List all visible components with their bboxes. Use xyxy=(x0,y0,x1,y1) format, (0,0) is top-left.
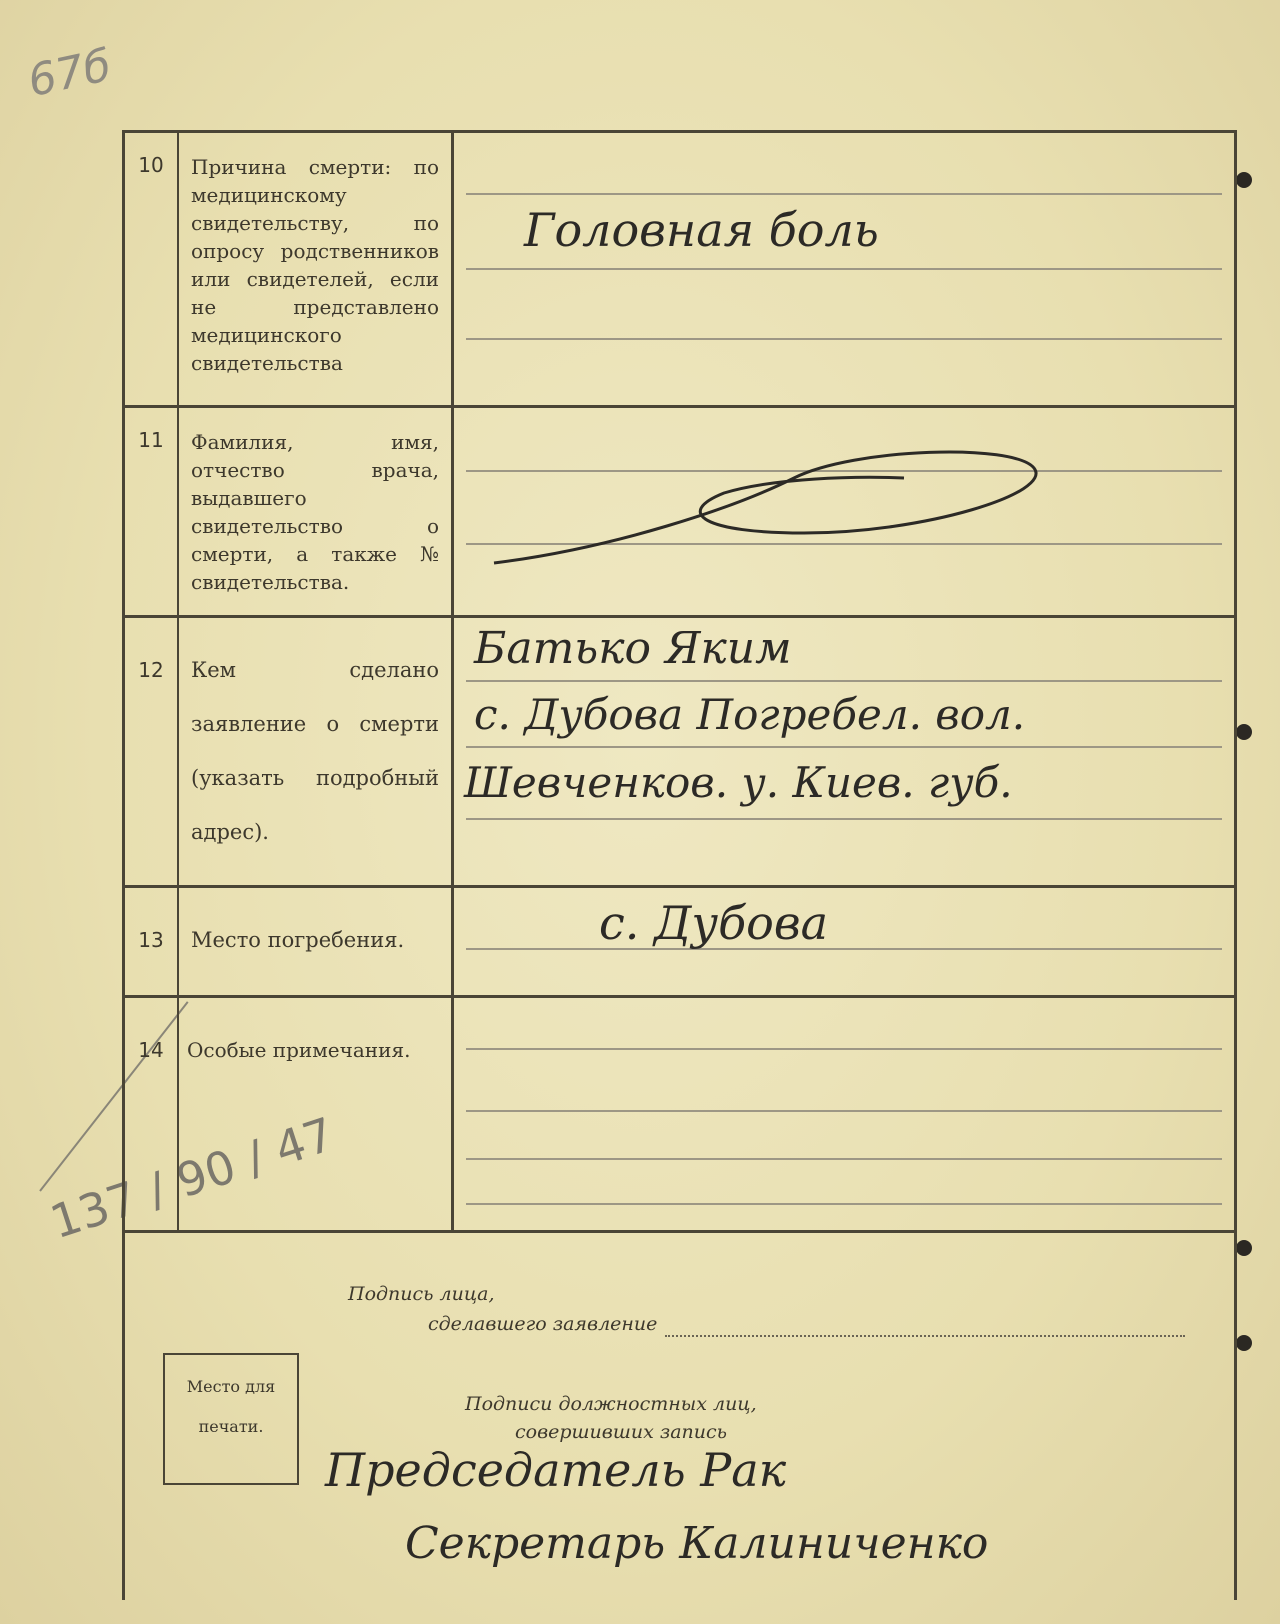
row-number: 13 xyxy=(125,888,179,995)
row-label: Кем сделано заявление о смерти (указать подробный адрес). xyxy=(179,618,454,885)
binding-hole xyxy=(1236,1335,1252,1351)
handwritten-entry: Шевченков. у. Киев. губ. xyxy=(464,758,1013,807)
answer-rule xyxy=(466,268,1222,270)
answer-rule xyxy=(466,1158,1222,1160)
officials-signature-label: совершивших запись xyxy=(515,1421,727,1443)
handwritten-entry: Батько Яким xyxy=(474,623,792,674)
row-number: 14 xyxy=(125,998,179,1230)
answer-rule xyxy=(466,948,1222,950)
row-answer xyxy=(454,888,1234,995)
stamp-label: печати. xyxy=(198,1417,264,1436)
answer-rule xyxy=(466,1110,1222,1112)
answer-rule xyxy=(466,818,1222,820)
row-answer xyxy=(454,998,1234,1230)
official-signature-secretary: Секретарь Калиниченко xyxy=(405,1518,989,1569)
form-row-12 xyxy=(125,618,1234,888)
declarant-signature-label: Подпись лица, xyxy=(348,1283,495,1305)
row-label: Фамилия, имя, отчество врача, выдавшего свидетельство о смерти, а также № свидетельства. xyxy=(179,408,454,615)
row-label: Причина смерти: по медицинскому свидетельству, по опросу родственников или свидетелей, если не представлено медицинского свидетельства xyxy=(179,133,454,405)
answer-rule xyxy=(466,746,1222,748)
row-label: Место погребения. xyxy=(179,888,454,995)
row-answer xyxy=(454,133,1234,405)
answer-rule xyxy=(466,680,1222,682)
stamp-label: Место для xyxy=(186,1377,276,1396)
row-number: 11 xyxy=(125,408,179,615)
answer-rule xyxy=(466,1203,1222,1205)
official-signature-chairman: Председатель Рак xyxy=(325,1443,787,1497)
handwritten-entry: Головная боль xyxy=(524,203,879,257)
row-label: Особые примечания. xyxy=(179,998,454,1230)
doctor-signature-flourish xyxy=(474,438,1094,578)
form-row-11 xyxy=(125,408,1234,618)
binding-hole xyxy=(1236,172,1252,188)
answer-rule xyxy=(466,193,1222,195)
answer-rule xyxy=(466,338,1222,340)
officials-signature-label: Подписи должностных лиц, xyxy=(465,1393,757,1415)
declarant-signature-line xyxy=(665,1335,1185,1337)
row-number: 12 xyxy=(125,618,179,885)
death-record-form xyxy=(122,130,1237,1600)
form-row-14 xyxy=(125,998,1234,1233)
margin-archive-note: 137 / 90 / 47 xyxy=(43,1106,341,1250)
form-row-13 xyxy=(125,888,1234,998)
row-answer xyxy=(454,408,1234,615)
handwritten-entry: с. Дубова xyxy=(599,896,829,950)
row-answer xyxy=(454,618,1234,885)
binding-hole xyxy=(1236,1240,1252,1256)
declarant-signature-label: сделавшего заявление xyxy=(428,1313,658,1335)
corner-archive-note: 67б xyxy=(23,39,116,108)
binding-hole xyxy=(1236,724,1252,740)
row-number: 10 xyxy=(125,133,179,405)
signatures-section xyxy=(125,1233,1234,1603)
stamp-placeholder-box xyxy=(163,1353,299,1485)
form-row-10 xyxy=(125,133,1234,408)
handwritten-entry: с. Дубова Погребел. вол. xyxy=(474,690,1026,739)
answer-rule xyxy=(466,1048,1222,1050)
